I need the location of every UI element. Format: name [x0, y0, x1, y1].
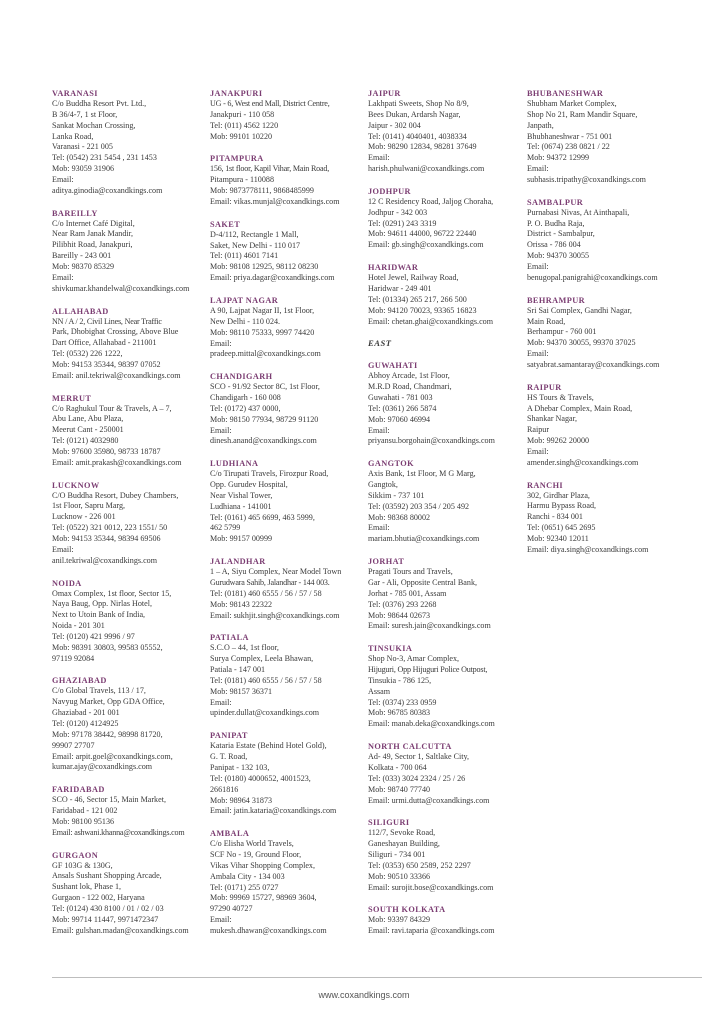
office-address-line: 112/7, Sevoke Road,	[368, 828, 436, 838]
office-address-line: Tel: (0651) 645 2695	[527, 523, 596, 533]
office-entry	[210, 88, 365, 142]
office-address-line: Mob: 92340 12011	[527, 534, 589, 543]
office-entry	[527, 480, 707, 556]
office-address-line: Mob: 94370 30055	[527, 251, 590, 261]
office-address-line: C/o Raghukul Tour & Travels, A – 7,	[52, 403, 172, 413]
office-address-line: Hotel Jewel, Railway Road,	[368, 273, 459, 283]
office-address-line: Abhoy Arcade, 1st Floor,	[368, 371, 450, 381]
region-heading: EAST	[368, 338, 392, 349]
office-address-line: UG - 6, West end Mall, District Centre,	[210, 99, 330, 108]
office-address-line: Tel: (0361) 266 5874	[368, 403, 437, 413]
office-address-line: Mob: 98644 02673	[368, 610, 431, 620]
office-address-line: Sikkim - 737 101	[368, 490, 425, 500]
office-address-line: Berhampur - 760 001	[527, 327, 597, 337]
column-4	[527, 88, 707, 567]
office-entry	[52, 393, 202, 469]
office-address-line: Main Road,	[527, 316, 566, 326]
office-address-line: Ghaziabad - 201 001	[52, 708, 120, 718]
office-address-line: Mob: 98391 30803, 99583 05552,	[52, 642, 163, 652]
office-email[interactable]: Email: ravi.taparia @coxandkings.com	[368, 926, 495, 936]
office-city-heading: SOUTH KOLKATA	[368, 905, 446, 915]
office-address-line: Near Ram Janak Mandir,	[52, 229, 134, 239]
office-email[interactable]: harish.phulwani@coxandkings.com	[368, 164, 485, 174]
office-address-line: Guwahati - 781 003	[368, 393, 433, 403]
office-email[interactable]: Email: surojit.bose@coxandkings.com	[368, 882, 494, 892]
office-address-line: C/o Global Travels, 113 / 17,	[52, 686, 146, 696]
office-address-line: B 36/4-7, 1 st Floor,	[52, 109, 118, 119]
office-entry	[368, 458, 526, 545]
office-entry	[368, 88, 526, 175]
office-address-line: Gurudwara Sahib, Jalandhar - 144 003.	[210, 578, 330, 587]
office-address-line: Email:	[527, 261, 549, 271]
office-address-line: Tel: (0291) 243 3319	[368, 218, 437, 228]
office-address-line: 156, 1st floor, Kapil Vihar, Main Road,	[210, 164, 330, 174]
office-entry	[210, 632, 365, 719]
office-directory	[52, 88, 702, 968]
office-city-heading: PANIPAT	[210, 731, 248, 741]
office-address-line: Mob: 99714 11447, 9971472347	[52, 914, 159, 924]
office-city-heading: CHANDIGARH	[210, 372, 273, 382]
office-address-line: A 90, Lajpat Nagar II, 1st Floor,	[210, 305, 315, 315]
office-address-line: Hijuguri, Opp Hijuguri Police Outpost,	[368, 665, 488, 675]
office-address-line: Mob: 98100 95136	[52, 816, 115, 826]
office-address-line: Sankat Mochan Crossing,	[52, 120, 136, 130]
office-email[interactable]: aditya.ginodia@coxandkings.com	[52, 185, 163, 195]
office-entry	[52, 208, 202, 295]
office-email[interactable]: Email: chetan.ghai@coxandkings.com	[368, 316, 494, 326]
column-3	[368, 88, 526, 948]
office-address-line: NN / A / 2, Civil Lines, Near Traffic	[52, 316, 162, 326]
office-address-line: 97119 92084	[52, 653, 95, 663]
office-address-line: Tel: (0120) 421 9996 / 97	[52, 631, 135, 641]
office-entry	[210, 556, 365, 621]
office-address-line: 1 – A, Siyu Complex, Near Model Town	[210, 567, 342, 577]
office-address-line: 97290 40727	[210, 904, 253, 914]
office-address-line: Near Vishal Tower,	[210, 490, 273, 500]
office-entry	[368, 556, 526, 632]
office-city-heading: BHUBANESHWAR	[527, 89, 604, 98]
office-address-line: Pragati Tours and Travels,	[368, 567, 453, 577]
office-address-line: Jorhat - 785 001, Assam	[368, 588, 447, 598]
office-city-heading: GANGTOK	[368, 459, 414, 469]
office-city-heading: RANCHI	[527, 480, 564, 490]
office-address-line: Mob: 94611 44000, 96722 22440	[368, 229, 477, 239]
office-address-line: Tel: (0172) 437 0000,	[210, 403, 281, 413]
office-city-heading: GUWAHATI	[368, 361, 418, 371]
office-address-line: Vikas Vihar Shopping Complex,	[210, 860, 315, 870]
office-address-line: Kolkata - 700 064	[368, 762, 427, 772]
office-entry	[368, 904, 526, 937]
office-address-line: Mob: 98964 31873	[210, 795, 273, 805]
office-address-line: Tel: (0121) 4032980	[52, 436, 119, 446]
office-email[interactable]: Email: priya.dagar@coxandkings.com	[210, 273, 335, 283]
office-city-heading: PATIALA	[210, 633, 249, 643]
office-address-line: Mob: 98368 80002	[368, 512, 431, 522]
office-city-heading: NOIDA	[52, 578, 82, 588]
office-address-line: New Delhi - 110 024.	[210, 316, 281, 326]
office-address-line: Lanka Road,	[52, 131, 94, 141]
office-address-line: Mob: 98143 22322	[210, 599, 273, 609]
office-address-line: Pitampura - 110088	[210, 175, 274, 185]
office-entry	[527, 88, 707, 186]
office-entry	[368, 741, 526, 806]
office-address-line: Axis Bank, 1st Floor, M G Marg,	[368, 469, 476, 479]
office-city-heading: LUCKNOW	[52, 480, 100, 490]
office-email[interactable]: Email: urmi.dutta@coxandkings.com	[368, 795, 490, 805]
office-email[interactable]: shivkumar.khandelwal@coxandkings.com	[52, 283, 190, 293]
office-address-line: Shop No-3, Amar Complex,	[368, 654, 460, 664]
office-address-line: Mob: 98370 85329	[52, 261, 115, 271]
office-address-line: Tel: (0124) 430 8100 / 01 / 02 / 03	[52, 903, 164, 913]
footer-divider	[52, 977, 702, 978]
office-address-line: GF 103G & 130G,	[52, 860, 113, 870]
office-email[interactable]: priyansu.borgohain@coxandkings.com	[368, 436, 495, 446]
office-city-heading: RAIPUR	[527, 382, 562, 392]
office-email[interactable]: satyabrat.samantaray@coxandkings.com	[527, 359, 660, 369]
office-entry	[368, 186, 526, 251]
office-address-line: Siliguri - 734 001	[368, 850, 426, 860]
office-address-line: Park, Dhobighat Crossing, Above Blue	[52, 327, 179, 337]
office-address-line: Mob: 9873778111, 9868485999	[210, 186, 314, 196]
office-city-heading: LUDHIANA	[210, 459, 259, 469]
office-address-line: Tel: (03592) 203 354 / 205 492	[368, 501, 470, 511]
office-address-line: Mob: 97178 38442, 98998 81720,	[52, 729, 163, 739]
office-entry	[210, 371, 365, 447]
office-entry	[210, 730, 365, 817]
office-city-heading: JANAKPURI	[210, 89, 263, 98]
office-entry	[368, 262, 526, 327]
office-address-line: Tel: (033) 3024 2324 / 25 / 26	[368, 773, 466, 783]
office-address-line: Mob: 98108 12925, 98112 08230	[210, 262, 319, 272]
office-address-line: Sushant lok, Phase 1,	[52, 882, 122, 892]
office-address-line: Email:	[210, 425, 232, 435]
office-address-line: Tel: (0532) 226 1222,	[52, 349, 123, 359]
office-entry	[52, 850, 202, 937]
office-address-line: Mob: 93059 31906	[52, 164, 115, 174]
office-entry	[52, 784, 202, 838]
office-address-line: Tel: (0376) 293 2268	[368, 599, 437, 609]
office-entry	[527, 197, 707, 284]
office-address-line: Mob: 93397 84329	[368, 915, 431, 925]
office-address-line: Tel: (0171) 255 0727	[210, 882, 279, 892]
office-address-line: 462 5799	[210, 523, 241, 533]
office-city-heading: JODHPUR	[368, 186, 411, 196]
office-city-heading: JALANDHAR	[210, 557, 266, 567]
office-address-line: Janpath,	[527, 120, 554, 130]
office-address-line: M.R.D Road, Chandmari,	[368, 382, 452, 392]
office-city-heading: JORHAT	[368, 557, 405, 567]
office-address-line: Mob: 98150 77934, 98729 91120	[210, 414, 319, 424]
office-address-line: Navyug Market, Opp GDA Office,	[52, 697, 165, 707]
office-city-heading: BEHRAMPUR	[527, 295, 585, 305]
footer-website[interactable]: www.coxandkings.com	[318, 990, 410, 1000]
office-address-line: Shubham Market Complex,	[527, 99, 617, 108]
office-address-line: Email:	[210, 338, 232, 348]
office-address-line: Next to Utoin Bank of India,	[52, 610, 146, 620]
office-city-heading: BAREILLY	[52, 208, 98, 218]
office-address-line: Lucknow - 226 001	[52, 512, 116, 522]
office-entry	[210, 828, 365, 937]
office-address-line: Email:	[527, 446, 549, 456]
office-address-line: Mob: 97600 35980, 98733 18787	[52, 446, 161, 456]
office-address-line: Mob: 94153 35344, 98397 07052	[52, 359, 161, 369]
office-address-line: Gurgaon - 122 002, Haryana	[52, 893, 145, 903]
office-address-line: Sri Sai Complex, Gandhi Nagar,	[527, 305, 632, 315]
office-address-line: Tel: (0374) 233 0959	[368, 697, 437, 707]
office-address-line: Raipur	[527, 425, 550, 435]
office-entry	[52, 578, 202, 665]
office-address-line: Ad- 49, Sector 1, Saltlake City,	[368, 752, 470, 762]
office-address-line: Tel: (011) 4601 7141	[210, 251, 279, 261]
office-email[interactable]: Email: manab.deka@coxandkings.com	[368, 719, 495, 729]
office-address-line: Mob: 98157 36371	[210, 686, 273, 696]
office-address-line: 99907 27707	[52, 740, 95, 750]
office-address-line: Kataria Estate (Behind Hotel Gold),	[210, 741, 327, 751]
office-city-heading: AMBALA	[210, 829, 250, 839]
office-address-line: Tel: (011) 4562 1220	[210, 120, 279, 130]
office-address-line: Tel: (0141) 4040401, 4038334	[368, 131, 467, 141]
office-address-line: Email:	[368, 425, 390, 435]
office-entry	[527, 382, 707, 469]
office-address-line: Mob: 94370 30055, 99370 37025	[527, 338, 636, 348]
office-email[interactable]: anil.tekriwal@coxandkings.com	[52, 555, 158, 565]
office-address-line: Jodhpur - 342 003	[368, 207, 428, 217]
office-address-line: Saket, New Delhi - 110 017	[210, 240, 301, 250]
office-city-heading: MERRUT	[52, 393, 92, 403]
office-address-line: Tel: (0542) 231 5454 , 231 1453	[52, 153, 157, 163]
office-city-heading: GURGAON	[52, 850, 99, 860]
office-address-line: Email:	[210, 915, 232, 925]
office-address-line: Lakhpati Sweets, Shop No 8/9,	[368, 99, 469, 108]
office-city-heading: TINSUKIA	[368, 644, 413, 654]
office-email[interactable]: upinder.dullat@coxandkings.com	[210, 708, 320, 718]
office-address-line: Bareilly - 243 001	[52, 251, 112, 261]
office-address-line: P. O. Budha Raja,	[527, 218, 585, 228]
office-address-line: HS Tours & Travels,	[527, 392, 594, 402]
office-address-line: Mob: 94153 35344, 98394 69506	[52, 534, 161, 543]
office-address-line: S.C.O – 44, 1st floor,	[210, 643, 279, 653]
office-city-heading: VARANASI	[52, 89, 98, 98]
office-entry	[368, 360, 526, 447]
office-email[interactable]: dinesh.anand@coxandkings.com	[210, 436, 317, 446]
office-address-line: Email:	[52, 544, 74, 554]
office-address-line: Purnabasi Nivas, At Ainthapali,	[527, 207, 630, 217]
office-address-line: Tel: (01334) 265 217, 266 500	[368, 294, 467, 304]
office-address-line: Dart Office, Allahabad - 211001	[52, 338, 157, 348]
office-address-line: G. T. Road,	[210, 752, 248, 762]
office-email[interactable]: Email: diya.singh@coxandkings.com	[527, 544, 649, 554]
office-address-line: Mob: 98740 77740	[368, 784, 431, 794]
office-address-line: Shop No 21, Ram Mandir Square,	[527, 109, 638, 119]
office-entry	[210, 153, 365, 207]
office-address-line: Opp. Gurudev Hospital,	[210, 480, 288, 490]
office-city-heading: SAKET	[210, 219, 241, 229]
office-city-heading: FARIDABAD	[52, 785, 105, 795]
office-city-heading: ALLAHABAD	[52, 306, 109, 316]
office-address-line: Naya Baug, Opp. Nirlas Hotel,	[52, 599, 153, 609]
office-address-line: SCF No - 19, Ground Floor,	[210, 850, 302, 860]
office-address-line: C/O Buddha Resort, Dubey Chambers,	[52, 490, 179, 500]
office-address-line: SCO - 91/92 Sector 8C, 1st Floor,	[210, 382, 320, 392]
office-address-line: SCO - 46, Sector 15, Main Market,	[52, 795, 166, 805]
office-city-heading: GHAZIABAD	[52, 676, 107, 686]
office-email[interactable]: kumar.ajay@coxandkings.com	[52, 762, 153, 772]
office-address-line: Ranchi - 834 001	[527, 512, 583, 522]
office-address-line: Tel: (0120) 4124925	[52, 718, 119, 728]
office-address-line: Varanasi - 221 005	[52, 142, 113, 152]
office-address-line: Surya Complex, Leela Bhawan,	[210, 654, 314, 664]
office-address-line: Mob: 94120 70023, 93365 16823	[368, 305, 477, 315]
office-address-line: Patiala - 147 001	[210, 665, 266, 675]
office-email[interactable]: benugopal.panigrahi@coxandkings.com	[527, 272, 658, 282]
office-email[interactable]: Email: sukhjit.singh@coxandkings.com	[210, 610, 340, 620]
office-address-line: Mob: 99101 10220	[210, 131, 273, 141]
office-entry	[52, 675, 202, 773]
office-address-line: Panipat - 132 103,	[210, 762, 270, 772]
office-email[interactable]: Email: gb.singh@coxandkings.com	[368, 240, 484, 250]
office-address-line: Tel: (0181) 460 6555 / 56 / 57 / 58	[210, 675, 322, 685]
column-2	[210, 88, 365, 948]
office-address-line: Faridabad - 121 002	[52, 806, 118, 816]
office-address-line: Tel: (0181) 460 6555 / 56 / 57 / 58	[210, 588, 322, 598]
office-address-line: Email:	[527, 164, 549, 174]
office-email[interactable]: Email: vikas.munjal@coxandkings.com	[210, 196, 340, 206]
office-address-line: Email:	[368, 523, 390, 533]
office-address-line: Mob: 96785 80383	[368, 708, 431, 718]
office-address-line: Bhubhaneshwar - 751 001	[527, 131, 613, 141]
office-email[interactable]: Email: gulshan.madan@coxandkings.com	[52, 925, 189, 935]
office-entry	[52, 480, 202, 567]
office-address-line: A Dhebar Complex, Main Road,	[527, 403, 633, 413]
office-email[interactable]: subhasis.tripathy@coxandkings.com	[527, 174, 646, 184]
office-entry	[210, 458, 365, 545]
office-address-line: Mob: 98110 75333, 9997 74420	[210, 327, 315, 337]
office-address-line: 12 C Residency Road, Jaljog Choraha,	[368, 196, 494, 206]
office-address-line: C/o Tirupati Travels, Firozpur Road,	[210, 469, 329, 479]
office-email[interactable]: amender.singh@coxandkings.com	[527, 457, 639, 467]
office-address-line: Mob: 99262 20000	[527, 436, 590, 446]
office-address-line: Omax Complex, 1st floor, Sector 15,	[52, 588, 172, 598]
office-email[interactable]: Email: arpit.goel@coxandkings.com,	[52, 751, 173, 761]
office-address-line: District - Sambalpur,	[527, 229, 595, 239]
office-city-heading: SILIGURI	[368, 818, 410, 828]
office-city-heading: LAJPAT NAGAR	[210, 295, 279, 305]
office-entry	[52, 306, 202, 382]
office-address-line: D-4/112, Rectangle 1 Mall,	[210, 229, 299, 239]
office-address-line: 2661816	[210, 784, 239, 794]
office-email[interactable]: Email: jatin.kataria@coxandkings.com	[210, 806, 337, 816]
office-city-heading: PITAMPURA	[210, 154, 264, 164]
office-entry	[210, 295, 365, 360]
office-entry	[52, 88, 202, 197]
column-1	[52, 88, 202, 947]
office-address-line: Assam	[368, 686, 391, 696]
office-city-heading: HARIDWAR	[368, 263, 419, 273]
office-address-line: Mob: 90510 33366	[368, 871, 431, 881]
office-entry	[210, 219, 365, 284]
office-address-line: Tel: (0161) 465 6699, 463 5999,	[210, 512, 315, 522]
office-email[interactable]: Email: amit.prakash@coxandkings.com	[52, 457, 182, 467]
office-city-heading: SAMBALPUR	[527, 197, 584, 207]
office-address-line: Gangtok,	[368, 480, 398, 490]
office-address-line: Gar - Ali, Opposite Central Bank,	[368, 578, 478, 587]
office-email[interactable]: Email: suresh.jain@coxandkings.com	[368, 621, 491, 631]
office-address-line: Janakpuri - 110 058	[210, 109, 275, 119]
office-address-line: 1st Floor, Sapru Marg,	[52, 501, 126, 511]
office-address-line: Mob: 98290 12834, 98281 37649	[368, 142, 477, 152]
office-address-line: Email:	[52, 272, 74, 282]
office-address-line: C/o Internet Café Digital,	[52, 218, 135, 228]
office-address-line: Tel: (0674) 238 0821 / 22	[527, 142, 610, 152]
office-address-line: Haridwar - 249 401	[368, 283, 432, 293]
office-address-line: Ansals Sushant Shopping Arcade,	[52, 871, 162, 881]
office-address-line: Tel: (0180) 4000652, 4001523,	[210, 773, 311, 783]
office-entry	[368, 643, 526, 730]
office-address-line: Email:	[368, 153, 390, 163]
office-address-line: Tel: (0353) 650 2589, 252 2297	[368, 860, 471, 870]
office-address-line: 302, Girdhar Plaza,	[527, 490, 590, 500]
office-city-heading: JAIPUR	[368, 89, 401, 98]
office-entry	[527, 295, 707, 371]
office-address-line: Abu Lane, Abu Plaza,	[52, 414, 124, 424]
office-address-line: Mob: 99157 00999	[210, 534, 273, 544]
office-address-line: Jaipur - 302 004	[368, 120, 421, 130]
office-address-line: Mob: 97060 46994	[368, 414, 431, 424]
office-address-line: Email:	[52, 174, 74, 184]
office-address-line: Ambala City - 134 003	[210, 871, 285, 881]
office-address-line: Chandigarh - 160 008	[210, 393, 281, 403]
office-address-line: Tinsukia - 786 125,	[368, 675, 432, 685]
office-address-line: Harmu Bypass Road,	[527, 501, 597, 511]
office-address-line: Bees Dukan, Ardarsh Nagar,	[368, 109, 461, 119]
office-email[interactable]: mariam.bhutia@coxandkings.com	[368, 534, 480, 544]
office-address-line: Mob: 99969 15727, 98969 3604,	[210, 893, 317, 903]
office-address-line: Shankar Nagar,	[527, 414, 578, 424]
office-email[interactable]: Email: anil.tekriwal@coxandkings.com	[52, 370, 181, 380]
office-address-line: Email:	[210, 697, 232, 707]
office-address-line: C/o Buddha Resort Pvt. Ltd.,	[52, 99, 147, 108]
office-address-line: Mob: 94372 12999	[527, 153, 590, 163]
office-address-line: Tel: (0522) 321 0012, 223 1551/ 50	[52, 523, 168, 533]
office-email[interactable]: Email: ashwani.khanna@coxandkings.com	[52, 827, 185, 837]
office-email[interactable]: mukesh.dhawan@coxandkings.com	[210, 925, 327, 935]
office-address-line: Email:	[527, 349, 549, 359]
office-address-line: Noida - 201 301	[52, 621, 105, 631]
office-address-line: Orissa - 786 004	[527, 240, 581, 250]
office-address-line: Ludhiana - 141001	[210, 501, 272, 511]
office-email[interactable]: pradeep.mittal@coxandkings.com	[210, 349, 321, 359]
office-address-line: Pilibhit Road, Janakpuri,	[52, 240, 133, 250]
office-address-line: Ganeshayan Building,	[368, 839, 440, 849]
office-entry	[368, 817, 526, 893]
office-city-heading: NORTH CALCUTTA	[368, 742, 452, 752]
office-address-line: Meerut Cant - 250001	[52, 425, 124, 435]
office-address-line: C/o Elisha World Travels,	[210, 839, 294, 849]
